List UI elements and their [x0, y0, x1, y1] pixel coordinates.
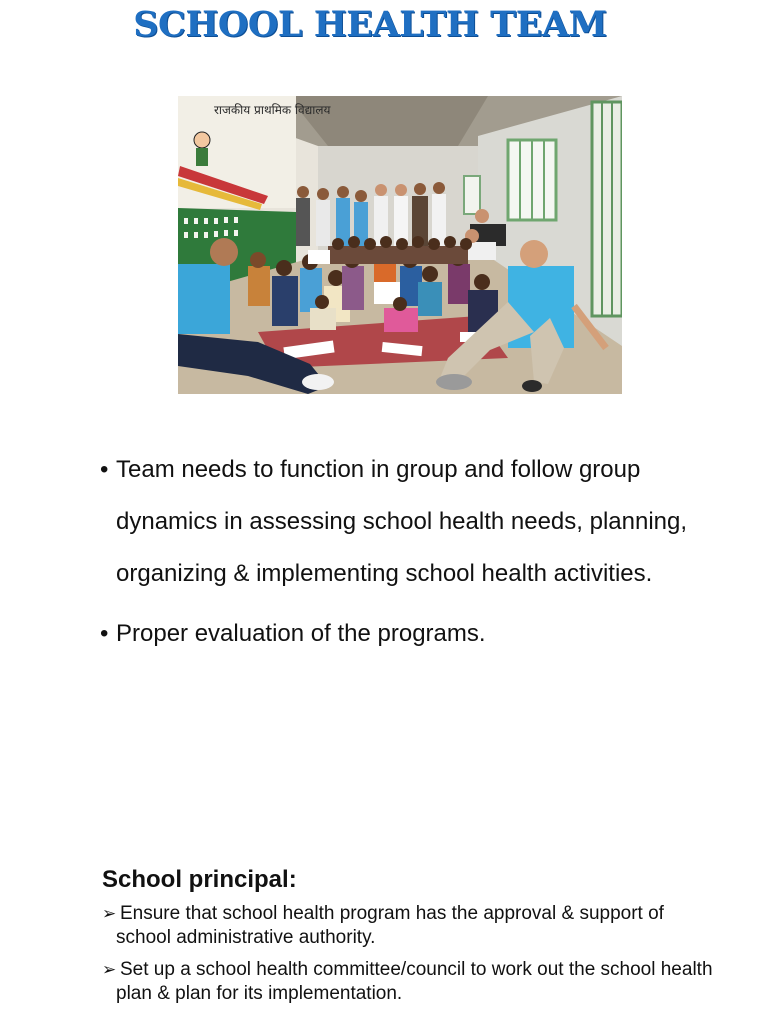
bullet-dot-icon: •: [100, 620, 109, 647]
bullet-text: Team needs to function in group and follow group dynamics in assessing school health needs, planning, organizing & implementing school health activities.: [116, 456, 688, 587]
principal-section: [102, 866, 722, 1014]
list-item: [100, 608, 700, 660]
list-item: [102, 902, 722, 950]
item-text: Ensure that school health program has the approval & support of school administrative authority.: [116, 903, 664, 948]
bullet-list: [100, 444, 700, 668]
page-title: SCHOOL HEALTH TEAM: [133, 4, 607, 45]
list-item: [102, 958, 722, 1006]
bullet-text: Proper evaluation of the programs.: [116, 620, 486, 647]
team-photo: [178, 96, 622, 394]
item-text: Set up a school health committee/council to work out the school health plan & plan for its implementation.: [116, 959, 713, 1004]
bullet-dot-icon: •: [100, 456, 109, 483]
arrow-right-icon: ➢: [102, 904, 117, 923]
wall-sign: राजकीय प्राथमिक विद्यालय: [214, 103, 331, 117]
arrow-right-icon: ➢: [102, 960, 117, 979]
list-item: [100, 444, 700, 600]
section-heading: School principal:: [102, 866, 297, 893]
